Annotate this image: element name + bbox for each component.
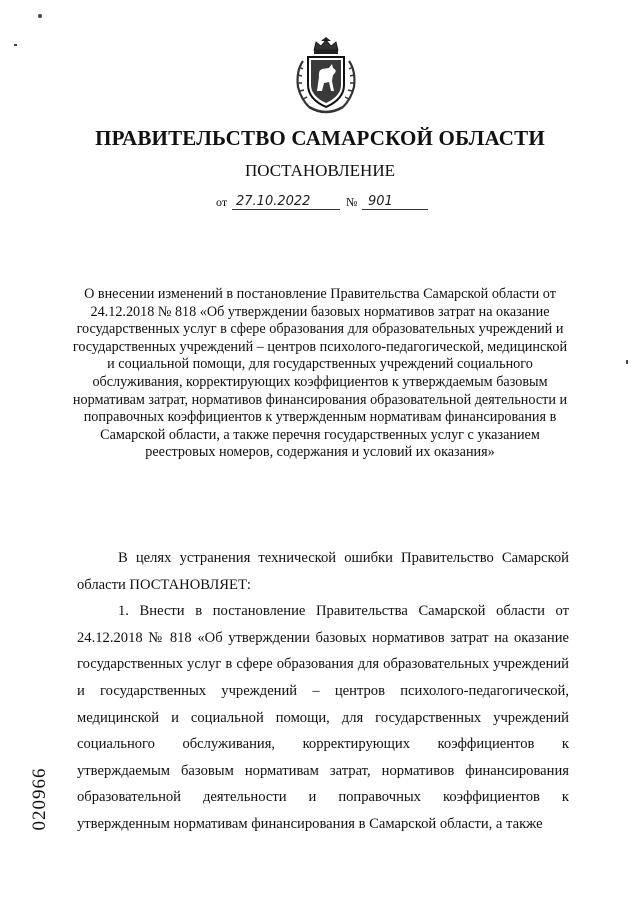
date-number-line [216,191,436,215]
document-subject: О внесении изменений в постановление Правительства Самарской области от 24.12.2018 № 818 «Об утверждении базовых нормативов затрат на оказание государственных услуг в сфере образования для образовательных учреждений и государственных учреждений – центров психолого-педагогической, медицинской и социальной помощи, для государственных учреждений социального обслуживания, корректирующих коэффициентов к утверждаемым базовым нормативам затрат, нормативов финансирования образовательной деятельности и поправочных коэффициентов к утвержденным нормативам финансирования в Самарской области, а также перечня государственных услуг с указанием реестровых номеров, содержания и условий их оказания» [72,286,568,461]
date-underline [232,209,340,210]
organization-title: ПРАВИТЕЛЬСТВО САМАРСКОЙ ОБЛАСТИ [95,126,545,150]
scan-dot [626,360,628,364]
body-paragraph-1: В целях устранения технической ошибки Правительство Самарской области ПОСТАНОВЛЯЕТ: [77,550,569,593]
document-type: ПОСТАНОВЛЕНИЕ [244,161,395,180]
document-body [77,545,569,838]
side-code-text: 020966 [29,767,50,831]
date-label: от [216,195,228,209]
number-label: № [346,195,358,209]
scan-dot [14,44,17,46]
handwritten-number: 901 [368,194,393,209]
number-underline [362,209,428,210]
body-paragraph-2: 1. Внести в постановление Правительства Самарской области от 24.12.2018 № 818 «Об утверждении базовых нормативов затрат на оказание государственных услуг в сфере образования для образовательных учреждений и государственных учреждений – центров психолого-педагогической, медицинской и социальной помощи, для государственных учреждений социального обслуживания, корректирующих коэффициентов к утверждаемым базовым нормативам затрат, нормативов финансирования образовательной деятельности и поправочных коэффициентов к утвержденным нормативам финансирования в Самарской области, а также [77,603,569,832]
side-registration-number [26,750,54,850]
coat-of-arms-emblem [293,37,359,119]
scan-dot [38,14,42,18]
handwritten-date: 27.10.2022 [236,194,311,209]
